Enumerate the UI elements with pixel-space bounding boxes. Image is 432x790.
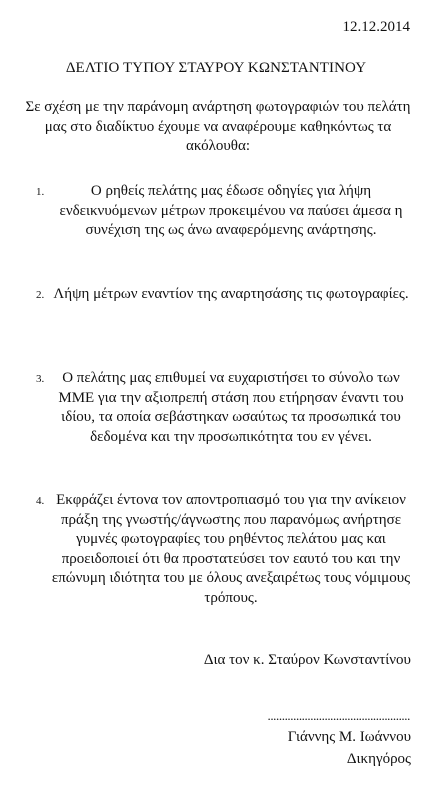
list-item	[36, 491, 416, 608]
lawyer-title: Δικηγόρος	[346, 751, 411, 767]
list-item	[36, 285, 416, 305]
signature-line: ..................................................	[267, 708, 410, 723]
list-item	[36, 182, 416, 241]
list-item-number: 1.	[36, 186, 45, 198]
list-item-number: 3.	[36, 373, 45, 385]
list-item-text: Ο πελάτης μας επιθυμεί να ευχαριστήσει το σύνολο των ΜΜΕ για την αξιοπρεπή στάση που ετήρησαν έναντι του ιδίου, τα οποία σεβάστηκαν ωσαύτως τα προσωπικά του δεδομένα και την προσωπικότητα του εν γένει.	[58, 370, 404, 445]
list-item-number: 2.	[36, 289, 45, 301]
list-item-text: Εκφράζει έντονα τον αποντροπιασμό του για την ανίκειον πράξη της γνωστής/άγνωστης που παρανόμως ανήρτησε γυμνές φωτογραφίες του ρηθέντος πελάτου μας και προειδοποιεί ότι θα προστατεύσει τον εαυτό του και την επώνυμη ιδιότητα του με όλους ανεξαιρέτως τους νόμιμους τρόπους.	[51, 492, 411, 606]
lawyer-name: Γιάννης Μ. Ιωάννου	[287, 729, 411, 745]
intro-paragraph: Σε σχέση με την παράνομη ανάρτηση φωτογραφιών του πελάτη μας στο διαδίκτυο έχουμε να αναφέρουμε καθηκόντως τα ακόλουθα:	[25, 99, 411, 154]
document-date: 12.12.2014	[342, 19, 410, 35]
list-item-text: Ο ρηθείς πελάτης μας έδωσε οδηγίες για λήψη ενδεικνυόμενων μέτρων προκειμένου να παύσει άμεσα η συνέχιση της ως άνω αναφερόμενης ανάρτησης.	[59, 183, 403, 238]
document-title: ΔΕΛΤΙΟ ΤΥΠΟΥ ΣΤΑΥΡΟΥ ΚΩΝΣΤΑΝΤΙΝΟΥ	[65, 60, 367, 76]
list-item-number: 4.	[36, 495, 45, 507]
list-item	[36, 369, 416, 447]
list-item-text: Λήψη μέτρων εναντίον της αναρτησάσης τις φωτογραφίες.	[53, 286, 409, 302]
on-behalf-line: Δια τον κ. Σταύρον Κωνσταντίνου	[203, 652, 411, 668]
